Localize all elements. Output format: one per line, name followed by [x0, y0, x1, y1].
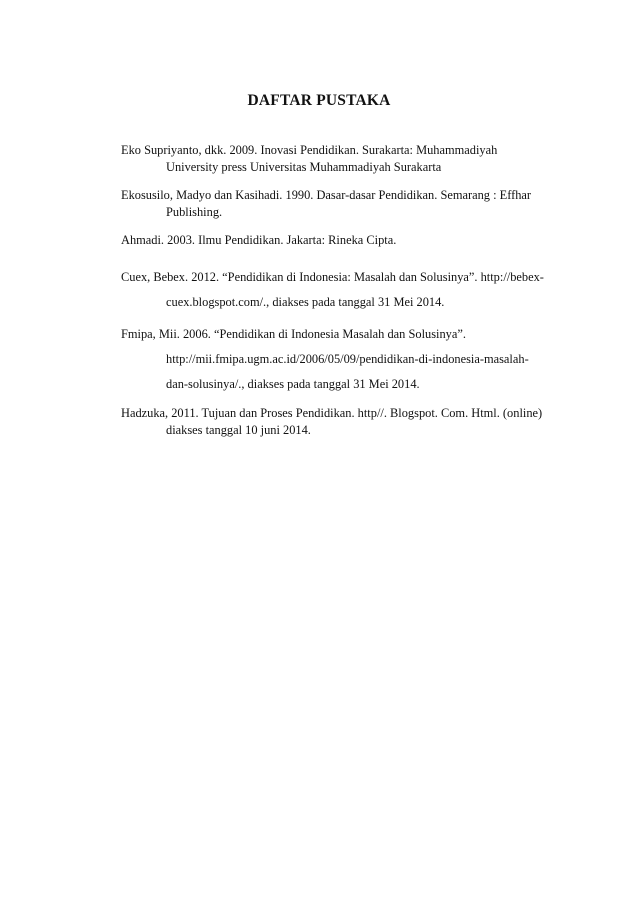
reference-word: Muhammadiyah — [416, 143, 498, 157]
reference-entry — [121, 265, 561, 315]
reference-line: http://mii.fmipa.ugm.ac.id/2006/05/09/pendidikan-di-indonesia-masalah- — [166, 352, 529, 366]
reference-word: “Pendidikan — [213, 327, 276, 341]
reference-word: Surakarta: — [362, 143, 413, 157]
reference-word: dkk. — [204, 143, 227, 157]
reference-word: Masalah — [342, 327, 385, 341]
reference-line: dan-solusinya/., diakses pada tanggal 31 Mei 2014. — [166, 377, 420, 391]
reference-word: Inovasi — [260, 143, 297, 157]
reference-word: 2009. — [229, 143, 258, 157]
reference-entry — [121, 142, 561, 176]
reference-word: Solusinya”. — [408, 327, 466, 341]
reference-word: Eko — [121, 143, 141, 157]
reference-line: Ahmadi. 2003. Ilmu Pendidikan. Jakarta: Rineka Cipta. — [121, 233, 397, 247]
reference-entry — [121, 187, 561, 221]
reference-entry — [121, 405, 561, 439]
reference-line — [121, 322, 561, 347]
reference-word: Pendidikan. — [300, 143, 359, 157]
reference-entry — [121, 232, 561, 249]
page-title: DAFTAR PUSTAKA — [247, 92, 391, 109]
reference-line: Publishing. — [166, 205, 223, 219]
reference-line: diakses tanggal 10 juni 2014. — [166, 423, 311, 437]
reference-word: Mii. — [158, 327, 180, 341]
reference-word: Indonesia — [291, 327, 340, 341]
reference-entry — [121, 322, 561, 397]
reference-word: 2006. — [182, 327, 211, 341]
reference-line: University press Universitas Muhammadiyah Surakarta — [166, 160, 442, 174]
reference-word: Supriyanto, — [144, 143, 202, 157]
reference-word: dan — [387, 327, 406, 341]
reference-line — [121, 142, 561, 159]
reference-line: cuex.blogspot.com/., diakses pada tanggal 31 Mei 2014. — [166, 295, 445, 309]
reference-word: Fmipa, — [121, 327, 156, 341]
reference-line: Cuex, Bebex. 2012. “Pendidikan di Indonesia: Masalah dan Solusinya”. http://bebex- — [121, 270, 544, 284]
reference-line: Hadzuka, 2011. Tujuan dan Proses Pendidikan. http//. Blogspot. Com. Html. (online) — [121, 406, 543, 420]
reference-line: Ekosusilo, Madyo dan Kasihadi. 1990. Dasar-dasar Pendidikan. Semarang : Effhar — [121, 188, 532, 202]
reference-word: di — [278, 327, 288, 341]
